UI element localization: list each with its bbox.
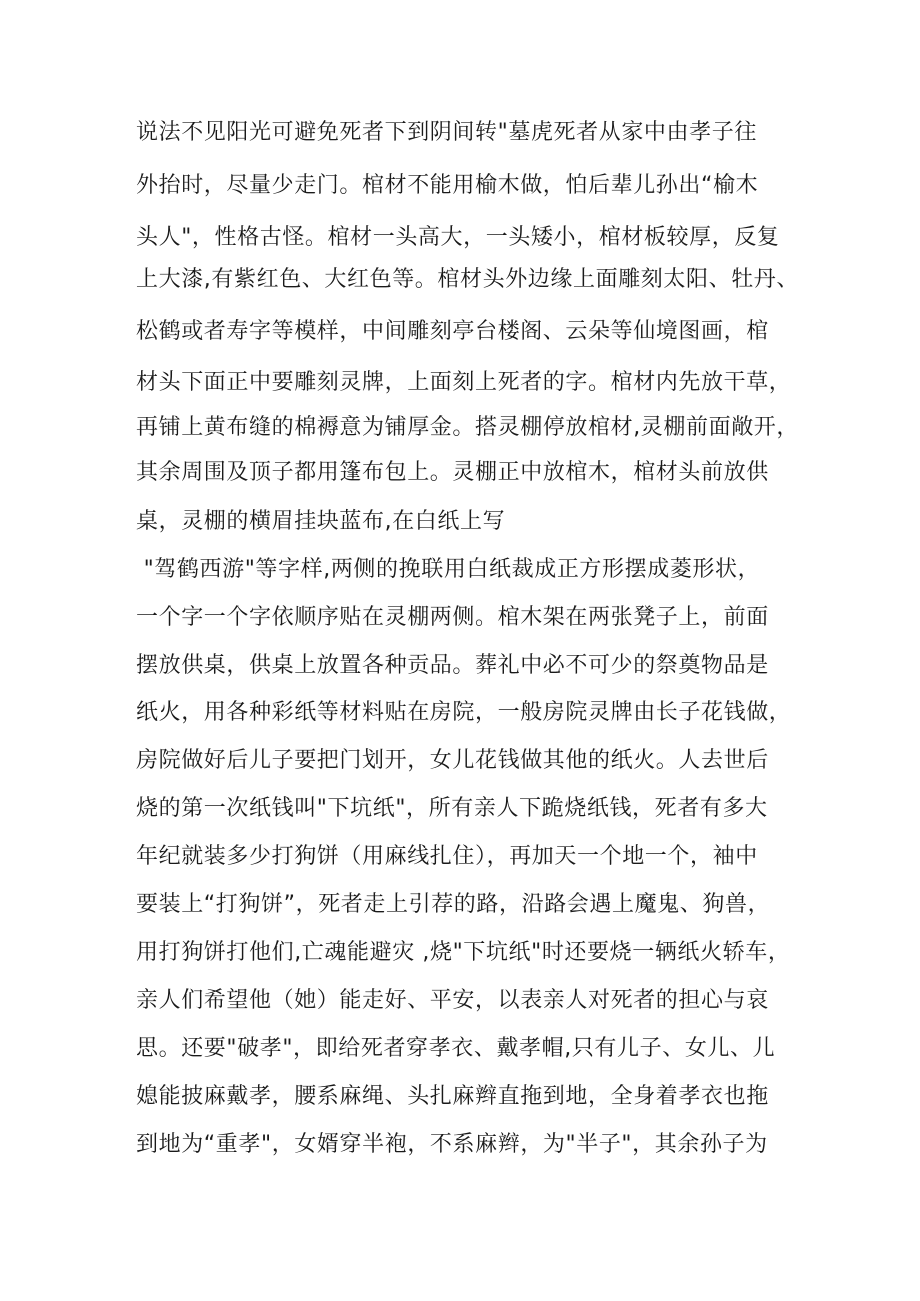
text-line: 上大漆,有紫红色、大红色等。棺材头外边缘上面雕刻太阳、牡丹、 [136, 267, 799, 292]
text-line: 材头下面正中要雕刻灵牌，上面刻上死者的字。棺材内先放干草， [136, 370, 792, 395]
text-line: 到地为“重孝"，女婿穿半袍，不系麻辫，为"半子"，其余孙子为 [136, 1132, 768, 1157]
text-line: 说法不见阳光可避免死者下到阴间转"墓虎死者从家中由孝子往 [136, 120, 757, 145]
text-line: 其余周围及顶子都用篷布包上。灵棚正中放棺木，棺材头前放供 [136, 460, 769, 485]
text-line: 头人"，性格古怪。棺材一头高大，一头矮小，棺材板较厚，反复 [136, 225, 780, 250]
text-line: 桌，灵棚的横眉挂块蓝布,在白纸上写 [136, 509, 506, 534]
text-line: 用打狗饼打他们,亡魂能避灾 ,烧"下坑纸"时还要烧一辆纸火轿车， [136, 940, 791, 965]
text-line: 媳能披麻戴孝，腰系麻绳、头扎麻辫直拖到地，全身着孝衣也拖 [136, 1084, 769, 1109]
text-line: 摆放供桌，供桌上放置各种贡品。葬礼中必不可少的祭奠物品是 [136, 653, 769, 678]
text-line: 再铺上黄布缝的棉褥意为铺厚金。搭灵棚停放棺材,灵棚前面敞开， [136, 415, 799, 440]
text-line: 思。还要"破孝"，即给死者穿孝衣、戴孝帽,只有儿子、女儿、儿 [136, 1036, 776, 1061]
text-line: "驾鹤西游"等字样,两侧的挽联用白纸裁成正方形摆成菱形状， [136, 557, 761, 582]
text-line: 房院做好后儿子要把门划开，女儿花钱做其他的纸火。人去世后 [136, 748, 769, 773]
text-line: 要装上“打狗饼”，死者走上引荐的路，沿路会遇上魔鬼、狗兽， [136, 892, 771, 917]
text-line: 一个字一个字依顺序贴在灵棚两侧。棺木架在两张凳子上，前面 [136, 605, 769, 630]
text-line: 松鹤或者寿字等模样，中间雕刻亭台楼阁、云朵等仙境图画，棺 [136, 319, 769, 344]
text-line: 烧的第一次纸钱叫"下坑纸"，所有亲人下跪烧纸钱，死者有多大 [136, 796, 768, 821]
text-line: 纸火，用各种彩纸等材料贴在房院，一般房院灵牌由长子花钱做， [136, 700, 792, 725]
text-line: 亲人们希望他（她）能走好、平安，以表亲人对死者的担心与哀 [136, 988, 769, 1013]
text-line: 外抬时，尽量少走门。棺材不能用榆木做，怕后辈儿孙出“榆木 [136, 173, 759, 198]
text-line: 年纪就装多少打狗饼（用麻线扎住），再加天一个地一个，袖中 [136, 844, 758, 869]
